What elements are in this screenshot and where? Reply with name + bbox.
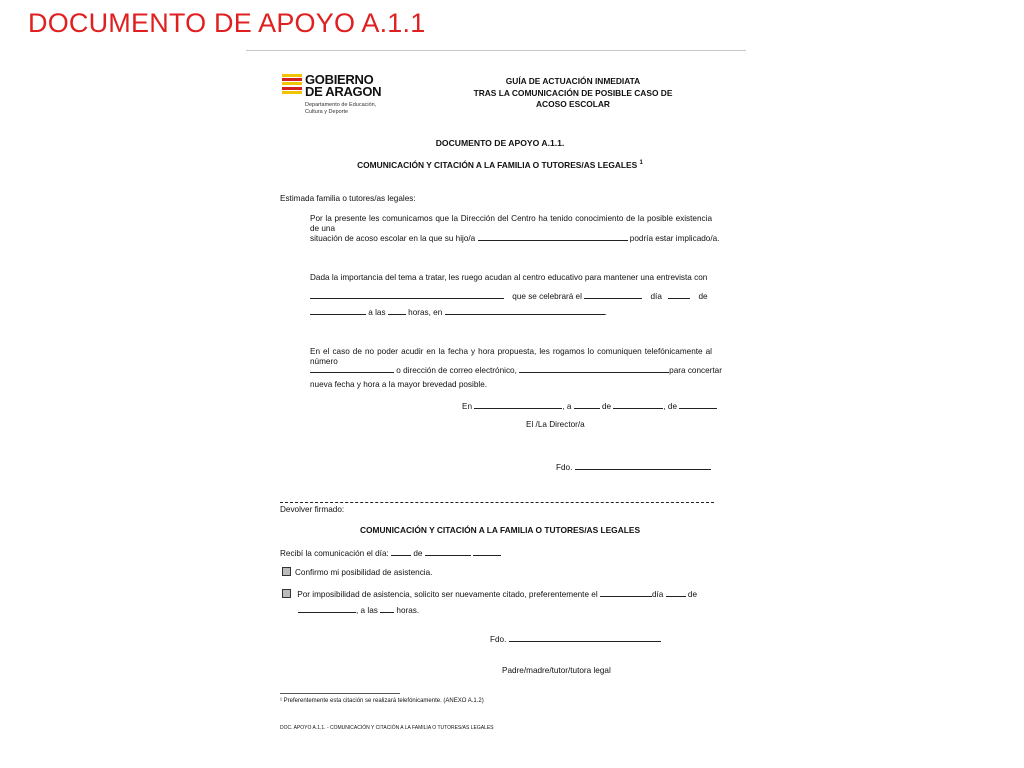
reschedule-horas: horas. xyxy=(396,606,420,615)
received-day-blank xyxy=(391,547,411,556)
confirm-text: Confirmo mi posibilidad de asistencia. xyxy=(295,568,433,577)
signer-label: Padre/madre/tutor/tutora legal xyxy=(502,666,611,675)
director-label: El /La Director/a xyxy=(526,420,585,429)
reschedule-line2 xyxy=(298,604,419,616)
subtitle-text: COMUNICACIÓN Y CITACIÓN A LA FAMILIA O TUTORES/AS LEGALES xyxy=(357,160,638,170)
p1-text: situación de acoso escolar en la que su hijo/a xyxy=(310,234,476,243)
received-year-blank xyxy=(473,547,501,556)
guide-line2: TRAS LA COMUNICACIÓN DE POSIBLE CASO DE xyxy=(473,87,673,98)
footnote-marker: 1 xyxy=(639,160,643,167)
received-text: Recibí la comunicación el día: xyxy=(280,549,389,558)
confirm-option[interactable] xyxy=(282,567,432,578)
weekday-blank xyxy=(584,290,642,299)
place-de: de xyxy=(601,402,612,411)
reschedule-dia: día xyxy=(651,590,664,599)
p2-horas-en: horas, en xyxy=(408,308,443,317)
paragraph-1-line1: Por la presente les comunicamos que la Dirección del Centro ha tenido conocimiento de la posible existencia de una xyxy=(310,214,712,234)
received-month-blank xyxy=(425,547,471,556)
paragraph-2-line2 xyxy=(310,290,708,302)
p3-email-text: o dirección de correo electrónico, xyxy=(396,366,517,375)
logo-dept-line1: Departamento de Educación, xyxy=(305,102,377,108)
paragraph-2-line3: a las horas, en . xyxy=(310,306,607,318)
paragraph-1-line2 xyxy=(310,232,719,244)
footnote-rule xyxy=(280,693,400,694)
logo-name-line2: DE ARAGON xyxy=(305,84,382,99)
footnote-text: ¹ Preferentemente esta citación se realizará telefónicamente. (ANEXO A.1.2) xyxy=(280,698,484,704)
reschedule-month-blank xyxy=(298,604,356,613)
page-footer: DOC. APOYO A.1.1. - COMUNICACIÓN Y CITACIÓN A LA FAMILIA O TUTORES/AS LEGALES xyxy=(280,725,494,731)
logo-department xyxy=(305,102,385,115)
guide-header xyxy=(448,76,698,111)
return-title: COMUNICACIÓN Y CITACIÓN A LA FAMILIA O TUTORES/AS LEGALES xyxy=(359,525,641,535)
sign-day-blank xyxy=(574,400,600,409)
reschedule-hour-blank xyxy=(380,604,394,613)
director-signature-line xyxy=(556,461,711,473)
paragraph-2-line1: Dada la importancia del tema a tratar, les ruego acudan al centro educativo para mantener una entrevista con xyxy=(310,273,708,282)
guide-line3: ACOSO ESCOLAR xyxy=(536,99,610,109)
parent-signature-line xyxy=(490,633,661,645)
place-de-year: , de xyxy=(663,402,678,411)
sign-month-blank xyxy=(613,400,663,409)
parent-fdo-label: Fdo. xyxy=(490,635,507,644)
p1-end: podría estar implicado/a. xyxy=(629,234,720,243)
day-blank xyxy=(668,290,690,299)
greeting: Estimada familia o tutores/as legales: xyxy=(280,194,416,203)
place-blank xyxy=(445,306,605,315)
paragraph-3-line1: En el caso de no poder acudir en la fecha y hora propuesta, les rogamos lo comuniquen telefónicamente al número xyxy=(310,347,712,367)
paragraph-3-line2 xyxy=(310,364,722,376)
slide-title: DOCUMENTO DE APOYO A.1.1 xyxy=(28,8,426,38)
interviewer-blank xyxy=(310,290,504,299)
gobierno-aragon-logo xyxy=(282,74,402,120)
aragon-flag-icon xyxy=(282,74,302,96)
p2-de: de xyxy=(698,292,708,301)
city-blank xyxy=(474,400,562,409)
email-blank xyxy=(519,364,669,373)
logo-name xyxy=(305,74,381,98)
phone-blank xyxy=(310,364,394,373)
logo-name-line1: GOBIERNO xyxy=(305,72,374,87)
received-line xyxy=(280,547,501,559)
place-en: En xyxy=(462,402,473,411)
p2-alas: a las xyxy=(368,308,386,317)
top-divider xyxy=(246,50,746,51)
parent-signature-blank xyxy=(509,633,661,642)
document-page xyxy=(270,60,730,760)
document-subtitle xyxy=(270,160,730,171)
month-blank xyxy=(310,306,366,315)
p2-dia: día xyxy=(650,292,662,301)
reschedule-text: Por imposibilidad de asistencia, solicito ser nuevamente citado, preferentemente el xyxy=(297,590,598,599)
return-label: Devolver firmado: xyxy=(280,505,345,514)
cut-line xyxy=(280,502,714,503)
logo-dept-line2: Cultura y Deporte xyxy=(305,108,349,115)
place-a: , a xyxy=(562,402,572,411)
place-date-line xyxy=(462,400,717,412)
reschedule-day-blank xyxy=(666,588,686,597)
document-title: DOCUMENTO DE APOYO A.1.1. xyxy=(435,138,565,148)
director-signature-blank xyxy=(575,461,711,470)
p2-date-text: que se celebrará el xyxy=(512,292,582,301)
confirm-checkbox[interactable] xyxy=(282,567,291,576)
reschedule-option[interactable] xyxy=(282,588,712,600)
received-de: de xyxy=(413,549,423,558)
reschedule-checkbox[interactable] xyxy=(282,589,291,598)
reschedule-date-blank xyxy=(600,588,652,597)
reschedule-de: de xyxy=(687,590,697,599)
sign-year-blank xyxy=(679,400,717,409)
paragraph-3-line3: nueva fecha y hora a la mayor brevedad posible. xyxy=(310,380,488,389)
reschedule-alas: , a las xyxy=(356,606,378,615)
guide-line1: GUÍA DE ACTUACIÓN INMEDIATA xyxy=(505,76,641,86)
p3-concertar: para concertar xyxy=(669,366,722,375)
fdo-label: Fdo. xyxy=(556,463,573,472)
student-name-blank xyxy=(478,232,628,241)
hour-blank xyxy=(388,306,406,315)
